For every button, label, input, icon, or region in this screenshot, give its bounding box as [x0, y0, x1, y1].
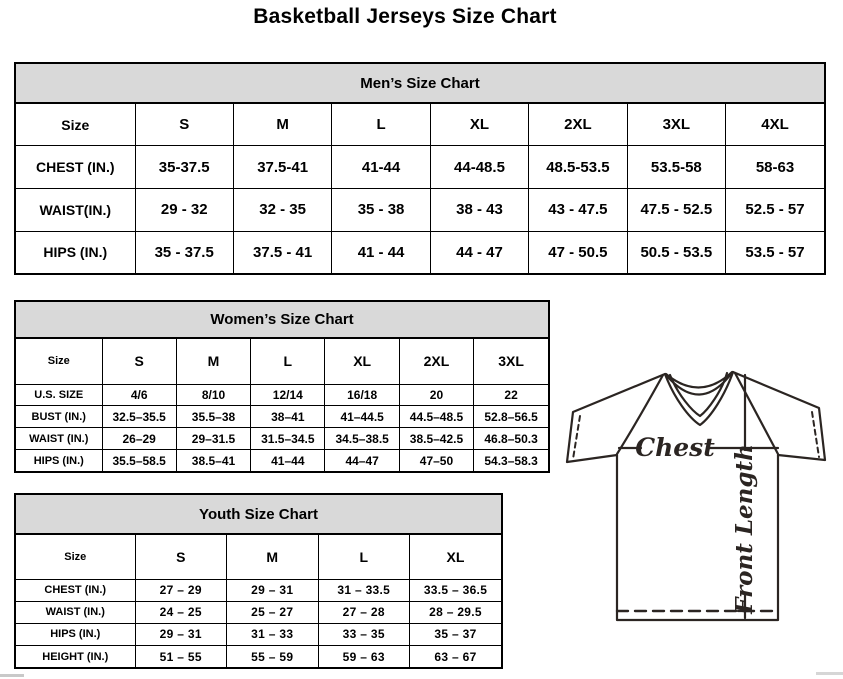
value-cell: 32.5–35.5	[102, 406, 176, 428]
value-cell: 52.5 - 57	[726, 188, 824, 231]
scrollbar-fragment-left[interactable]	[0, 674, 24, 677]
value-cell: 44-48.5	[430, 146, 528, 189]
value-cell: 33.5 – 36.5	[410, 579, 502, 601]
value-cell: 27 – 29	[135, 579, 227, 601]
value-cell: 31 – 33	[227, 623, 319, 645]
row-label: CHEST (IN.)	[16, 579, 135, 601]
size-header-label: Size	[16, 535, 135, 579]
column-header: 2XL	[529, 104, 627, 146]
value-cell: 47.5 - 52.5	[627, 188, 725, 231]
value-cell: 54.3–58.3	[474, 450, 548, 471]
youth-size-chart-title: Youth Size Chart	[16, 495, 501, 535]
value-cell: 41 - 44	[332, 231, 430, 273]
row-label: WAIST (IN.)	[16, 428, 102, 450]
value-cell: 50.5 - 53.5	[627, 231, 725, 273]
value-cell: 38.5–41	[176, 450, 250, 471]
row-label: HIPS (IN.)	[16, 623, 135, 645]
column-header: XL	[325, 339, 399, 384]
left-cuff-dash	[573, 416, 580, 459]
value-cell: 29–31.5	[176, 428, 250, 450]
column-header: S	[135, 104, 233, 146]
chest-label: Chest	[635, 433, 715, 462]
value-cell: 53.5-58	[627, 146, 725, 189]
value-cell: 47–50	[399, 450, 473, 471]
value-cell: 44 - 47	[430, 231, 528, 273]
value-cell: 35 - 38	[332, 188, 430, 231]
value-cell: 38 - 43	[430, 188, 528, 231]
row-label: HEIGHT (IN.)	[16, 646, 135, 667]
value-cell: 52.8–56.5	[474, 406, 548, 428]
value-cell: 29 – 31	[135, 623, 227, 645]
column-header: M	[233, 104, 331, 146]
value-cell: 53.5 - 57	[726, 231, 824, 273]
row-label: WAIST(IN.)	[16, 188, 135, 231]
value-cell: 4/6	[102, 384, 176, 406]
column-header: M	[227, 535, 319, 579]
value-cell: 47 - 50.5	[529, 231, 627, 273]
value-cell: 20	[399, 384, 473, 406]
column-header: XL	[430, 104, 528, 146]
column-header: S	[135, 535, 227, 579]
value-cell: 8/10	[176, 384, 250, 406]
column-header: L	[251, 339, 325, 384]
column-header: XL	[410, 535, 502, 579]
value-cell: 25 – 27	[227, 601, 319, 623]
column-header: 3XL	[627, 104, 725, 146]
value-cell: 37.5 - 41	[233, 231, 331, 273]
column-header: 4XL	[726, 104, 824, 146]
value-cell: 31.5–34.5	[251, 428, 325, 450]
value-cell: 44.5–48.5	[399, 406, 473, 428]
value-cell: 38.5–42.5	[399, 428, 473, 450]
size-header-label: Size	[16, 339, 102, 384]
value-cell: 35 - 37.5	[135, 231, 233, 273]
row-label: HIPS (IN.)	[16, 231, 135, 273]
jersey-measurement-diagram	[563, 366, 829, 624]
value-cell: 22	[474, 384, 548, 406]
column-header: S	[102, 339, 176, 384]
value-cell: 35.5–58.5	[102, 450, 176, 471]
value-cell: 44–47	[325, 450, 399, 471]
value-cell: 12/14	[251, 384, 325, 406]
value-cell: 46.8–50.3	[474, 428, 548, 450]
scrollbar-fragment-right[interactable]	[816, 672, 843, 675]
column-header: 2XL	[399, 339, 473, 384]
size-header-label: Size	[16, 104, 135, 146]
value-cell: 29 – 31	[227, 579, 319, 601]
column-header: 3XL	[474, 339, 548, 384]
value-cell: 41-44	[332, 146, 430, 189]
value-cell: 33 – 35	[318, 623, 410, 645]
value-cell: 38–41	[251, 406, 325, 428]
value-cell: 27 – 28	[318, 601, 410, 623]
youth-size-chart	[14, 493, 503, 669]
column-header: L	[318, 535, 410, 579]
value-cell: 41–44	[251, 450, 325, 471]
page-title: Basketball Jerseys Size Chart	[253, 5, 557, 28]
value-cell: 35 – 37	[410, 623, 502, 645]
row-label: HIPS (IN.)	[16, 450, 102, 471]
jersey-collar-inner-arc	[667, 374, 731, 395]
value-cell: 24 – 25	[135, 601, 227, 623]
womens-size-chart-title: Women’s Size Chart	[16, 302, 548, 339]
mens-size-chart-title: Men’s Size Chart	[16, 64, 824, 104]
row-label: U.S. SIZE	[16, 384, 102, 406]
value-cell: 34.5–38.5	[325, 428, 399, 450]
front-length-label: Front Length	[731, 444, 758, 614]
mens-size-chart	[14, 62, 826, 275]
row-label: WAIST (IN.)	[16, 601, 135, 623]
value-cell: 31 – 33.5	[318, 579, 410, 601]
value-cell: 63 – 67	[410, 646, 502, 667]
value-cell: 48.5-53.5	[529, 146, 627, 189]
jersey-right-armhole-seam	[735, 373, 778, 454]
right-cuff-dash	[812, 412, 819, 457]
value-cell: 58-63	[726, 146, 824, 189]
value-cell: 29 - 32	[135, 188, 233, 231]
value-cell: 41–44.5	[325, 406, 399, 428]
value-cell: 26–29	[102, 428, 176, 450]
value-cell: 37.5-41	[233, 146, 331, 189]
value-cell: 28 – 29.5	[410, 601, 502, 623]
row-label: BUST (IN.)	[16, 406, 102, 428]
value-cell: 43 - 47.5	[529, 188, 627, 231]
value-cell: 55 – 59	[227, 646, 319, 667]
womens-size-chart	[14, 300, 550, 473]
value-cell: 32 - 35	[233, 188, 331, 231]
value-cell: 51 – 55	[135, 646, 227, 667]
column-header: M	[176, 339, 250, 384]
value-cell: 35.5–38	[176, 406, 250, 428]
value-cell: 59 – 63	[318, 646, 410, 667]
value-cell: 35-37.5	[135, 146, 233, 189]
column-header: L	[332, 104, 430, 146]
row-label: CHEST (IN.)	[16, 146, 135, 189]
value-cell: 16/18	[325, 384, 399, 406]
